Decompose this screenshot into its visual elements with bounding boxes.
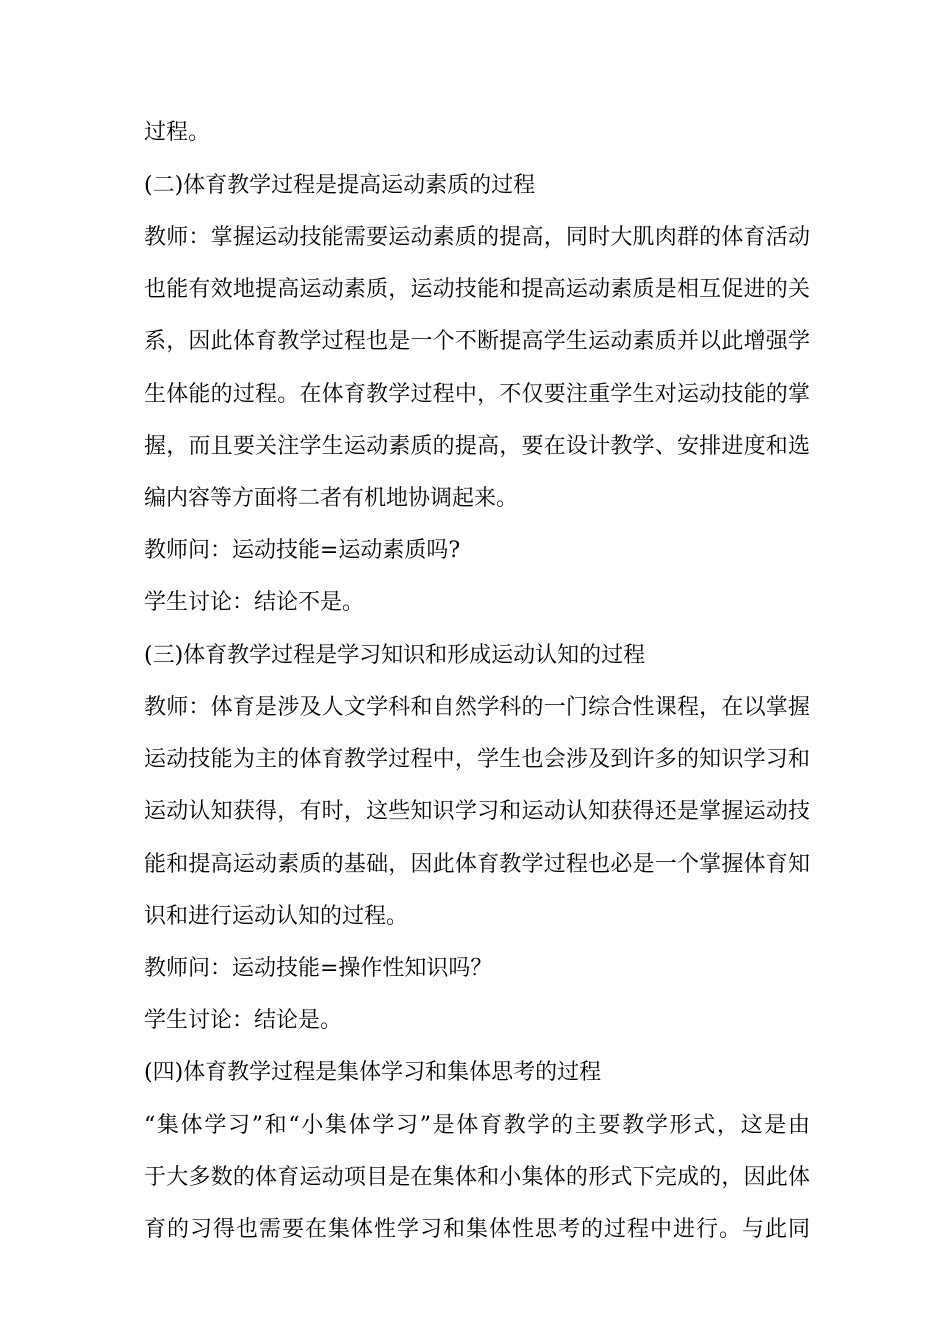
paragraph-line: 编内容等方面将二者有机地协调起来。 xyxy=(144,486,519,511)
paragraph-line: 运动技能为主的体育教学过程中，学生也会涉及到许多的知识学习和 xyxy=(144,747,810,772)
paragraph-line: 育的习得也需要在集体性学习和集体性思考的过程中进行。与此同 xyxy=(144,1217,810,1242)
student-discussion: 学生讨论：结论是。 xyxy=(144,1008,343,1033)
paragraph-line: 识和进行运动认知的过程。 xyxy=(144,904,409,929)
paragraph-line: “集体学习”和“小集体学习”是体育教学的主要教学形式，这是由 xyxy=(144,1113,810,1138)
paragraph-line: 运动认知获得，有时，这些知识学习和运动认知获得还是掌握运动技 xyxy=(144,799,810,824)
section-heading-4: (四)体育教学过程是集体学习和集体思考的过程 xyxy=(144,1060,602,1085)
section-heading-3: (三)体育教学过程是学习知识和形成运动认知的过程 xyxy=(144,643,646,668)
paragraph-line: 过程。 xyxy=(144,120,211,145)
student-discussion: 学生讨论：结论不是。 xyxy=(144,590,365,615)
paragraph-line: 系，因此体育教学过程也是一个不断提高学生运动素质并以此增强学 xyxy=(144,329,810,354)
paragraph-line: 教师：掌握运动技能需要运动素质的提高，同时大肌肉群的体育活动 xyxy=(144,225,810,250)
teacher-question: 教师问：运动技能=运动素质吗? xyxy=(144,538,461,563)
document-page xyxy=(144,0,810,1344)
paragraph-line: 生体能的过程。在体育教学过程中，不仅要注重学生对运动技能的掌 xyxy=(144,382,810,407)
paragraph-line: 能和提高运动素质的基础，因此体育教学过程也必是一个掌握体育知 xyxy=(144,852,810,877)
paragraph-line: 也能有效地提高运动素质，运动技能和提高运动素质是相互促进的关 xyxy=(144,277,810,302)
section-heading-2: (二)体育教学过程是提高运动素质的过程 xyxy=(144,173,536,198)
teacher-question: 教师问：运动技能=操作性知识吗？ xyxy=(144,956,493,981)
paragraph-line: 教师：体育是涉及人文学科和自然学科的一门综合性课程，在以掌握 xyxy=(144,695,810,720)
paragraph-line: 握，而且要关注学生运动素质的提高，要在设计教学、安排进度和选 xyxy=(144,434,810,459)
paragraph-line: 于大多数的体育运动项目是在集体和小集体的形式下完成的，因此体 xyxy=(144,1165,810,1190)
